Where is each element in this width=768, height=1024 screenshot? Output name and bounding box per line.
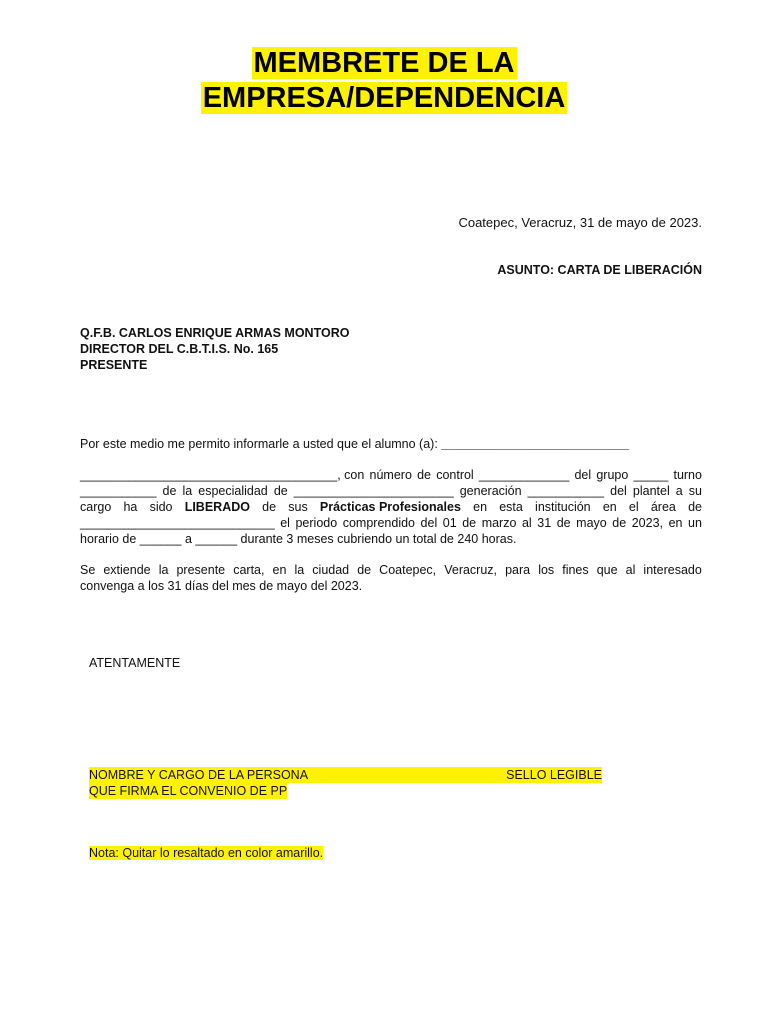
signature-block <box>89 767 602 799</box>
student-name-blank: ___________________________ <box>441 437 629 451</box>
body-paragraph-2 <box>80 562 702 594</box>
word: 01 <box>442 516 457 530</box>
seal-label: SELLO LEGIBLE <box>506 768 602 782</box>
word: Veracruz, <box>444 563 498 577</box>
word: 2023, <box>631 516 664 530</box>
word: especialidad <box>198 484 268 498</box>
word: presente <box>176 563 226 577</box>
paragraph-line <box>80 483 702 499</box>
word: ___________ <box>80 484 157 498</box>
word: Coatepec, <box>379 563 437 577</box>
signature-row-1 <box>89 767 602 783</box>
word: cargo <box>80 500 112 514</box>
intro-text: Por este medio me permito informarle a usted que el alumno (a): <box>80 437 438 451</box>
word: el <box>628 500 639 514</box>
word: de <box>162 484 177 498</box>
word: fines <box>562 563 589 577</box>
word: ___________ <box>527 484 605 498</box>
intro-line <box>80 437 629 451</box>
liberado-text: LIBERADO <box>184 500 250 514</box>
schedule-text: horario de ______ a ______ durante 3 meses cubriendo un total de 240 horas. <box>80 532 517 546</box>
letterhead-line-1: MEMBRETE DE LA <box>253 47 515 79</box>
word: del <box>420 516 438 530</box>
word: su <box>688 484 702 498</box>
signer-name-line-2: QUE FIRMA EL CONVENIO DE PP <box>89 784 288 798</box>
letter-subject: ASUNTO: CARTA DE LIBERACIÓN <box>497 263 702 277</box>
word: de <box>556 516 571 530</box>
word: la <box>182 484 193 498</box>
paragraph-line-last: convenga a los 31 días del mes de mayo del 2023. <box>80 579 363 593</box>
word: generación <box>459 484 522 498</box>
practicas-text: Prácticas Profesionales <box>319 500 461 514</box>
word: _____ <box>633 468 669 482</box>
word: extiende <box>103 563 151 577</box>
word: la <box>294 563 305 577</box>
paragraph-line <box>80 515 702 531</box>
paragraph-line-last <box>80 531 702 547</box>
word: de <box>357 563 372 577</box>
paragraph-line <box>80 467 702 483</box>
word: del <box>574 468 592 482</box>
paragraph-line <box>80 562 702 578</box>
word: de <box>273 484 288 498</box>
word: ha <box>123 500 138 514</box>
word: comprendido <box>342 516 415 530</box>
recipient-name: Q.F.B. CARLOS ENRIQUE ARMAS MONTORO <box>80 326 350 340</box>
word: del <box>610 484 627 498</box>
word: _____________________________________, con <box>80 468 365 482</box>
word: carta, <box>233 563 265 577</box>
word: _____________ <box>478 468 570 482</box>
word: al <box>521 516 532 530</box>
word: de <box>688 500 702 514</box>
letterhead-line-2: EMPRESA/DEPENDENCIA <box>202 82 566 114</box>
word: turno <box>673 468 702 482</box>
word: para <box>505 563 531 577</box>
word: marzo <box>481 516 517 530</box>
word: sido <box>149 500 173 514</box>
word: de <box>262 500 277 514</box>
word: a <box>675 484 683 498</box>
note <box>89 846 323 860</box>
word: número <box>369 468 412 482</box>
closing-atentamente: ATENTAMENTE <box>89 656 181 670</box>
recipient-title: DIRECTOR DEL C.B.T.I.S. No. 165 <box>80 342 279 356</box>
word: plantel <box>632 484 670 498</box>
signer-name-line-1: NOMBRE Y CARGO DE LA PERSONA <box>89 768 309 782</box>
word: el <box>280 516 290 530</box>
word: de <box>462 516 477 530</box>
body-paragraph-1 <box>80 467 702 547</box>
word: en <box>602 500 617 514</box>
word: interesado <box>643 563 702 577</box>
word: ciudad <box>312 563 350 577</box>
word: Se <box>80 563 96 577</box>
word: ____________________________ <box>80 516 275 530</box>
word: al <box>625 563 636 577</box>
word: un <box>688 516 702 530</box>
word: mayo <box>576 516 607 530</box>
word: grupo <box>596 468 629 482</box>
word: esta <box>499 500 523 514</box>
signature-row-2 <box>89 783 602 799</box>
word: control <box>436 468 474 482</box>
paragraph-line <box>80 499 702 515</box>
word: área <box>650 500 676 514</box>
letter-date: Coatepec, Veracruz, 31 de mayo de 2023. <box>458 215 702 230</box>
word: _______________________ <box>293 484 454 498</box>
word: la <box>158 563 169 577</box>
word: que <box>596 563 618 577</box>
recipient-presente: PRESENTE <box>80 358 148 372</box>
word: los <box>538 563 555 577</box>
word: en <box>272 563 287 577</box>
word: institución <box>535 500 591 514</box>
note-text: Nota: Quitar lo resaltado en color amarillo. <box>89 846 324 860</box>
word: de <box>612 516 627 530</box>
word: periodo <box>295 516 338 530</box>
letterhead <box>0 46 768 116</box>
word: de <box>417 468 431 482</box>
word: sus <box>288 500 308 514</box>
word: en <box>473 500 488 514</box>
word: en <box>668 516 683 530</box>
word: 31 <box>537 516 552 530</box>
recipient-block <box>80 325 349 373</box>
